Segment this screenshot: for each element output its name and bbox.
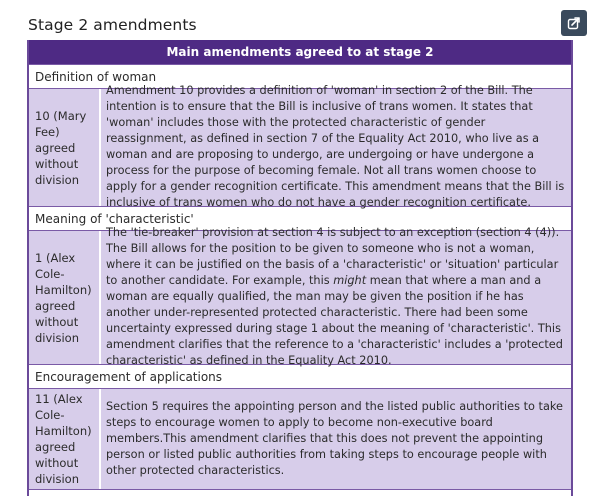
table-row (29, 226, 571, 367)
amendment-mover: 10 (Mary Fee) agreed without division (29, 89, 99, 206)
amendment-description (101, 84, 571, 209)
section-label-definition-of-woman: Definition of woman (29, 64, 571, 88)
amendment-mover: 1 (Alex Cole- Hamilton) agreed without division (29, 231, 99, 364)
table-header: Main amendments agreed to at stage 2 (29, 40, 571, 64)
amendment-text: The 'tie-breaker' provision at section 4 is subject to an exception (section 4 (4)). The Bill allows for the position to be given to someone who is not a woman, where it can be justified on the basis of a 'characteristic' or 'situation' particular to another candidate. For example, this might mean that where a man and a woman are equally qualified, the man may be given the position if he has another under-represented protected characteristic. There had been some uncertainty expressed during stage 1 about the meaning of 'characteristic'. This amendment clarifies that the reference to a 'characteristic' includes a 'protected characteristic' as defined in the Equality Act 2010. (106, 226, 563, 367)
share-button[interactable] (561, 10, 587, 36)
amendment-description (101, 226, 571, 367)
table-row (29, 84, 571, 209)
table-row (29, 388, 571, 489)
amendment-mover: 11 (Alex Cole- Hamilton) agreed without division (29, 389, 99, 489)
section-label-meaning-of-characteristic: Meaning of 'characteristic' (29, 206, 571, 230)
amendment-text: Section 5 requires the appointing person and the listed public authorities to take steps to encourage women to apply to become non-executive board members.This amendment clarifies that this does not prevent the appointing person or listed public authorities from taking steps to encourage people with other protected characteristics. (106, 399, 563, 477)
amendment-text: Amendment 10 provides a definition of 'woman' in section 2 of the Bill. The intention is to ensure that the Bill is inclusive of trans women. It states that 'woman' includes those with the protected characteristic of gender reassignment, as defined in section 7 of the Equality Act 2010, who live as a woman and are proposing to undergo, are undergoing or have undergone a process for the purpose of becoming female. Not all trans women choose to apply for a gender recognition certificate. This amendment means that the Bill is inclusive of trans women who do not have a gender recognition certificate. (106, 84, 565, 209)
section-label-encouragement-of-applications: Encouragement of applications (29, 364, 571, 388)
emphasis: might (333, 274, 367, 287)
amendment-description (101, 389, 571, 489)
share-icon (567, 16, 581, 30)
table-footer-gap (29, 489, 571, 496)
page-title: Stage 2 amendments (28, 16, 197, 34)
amendments-table (27, 40, 573, 496)
